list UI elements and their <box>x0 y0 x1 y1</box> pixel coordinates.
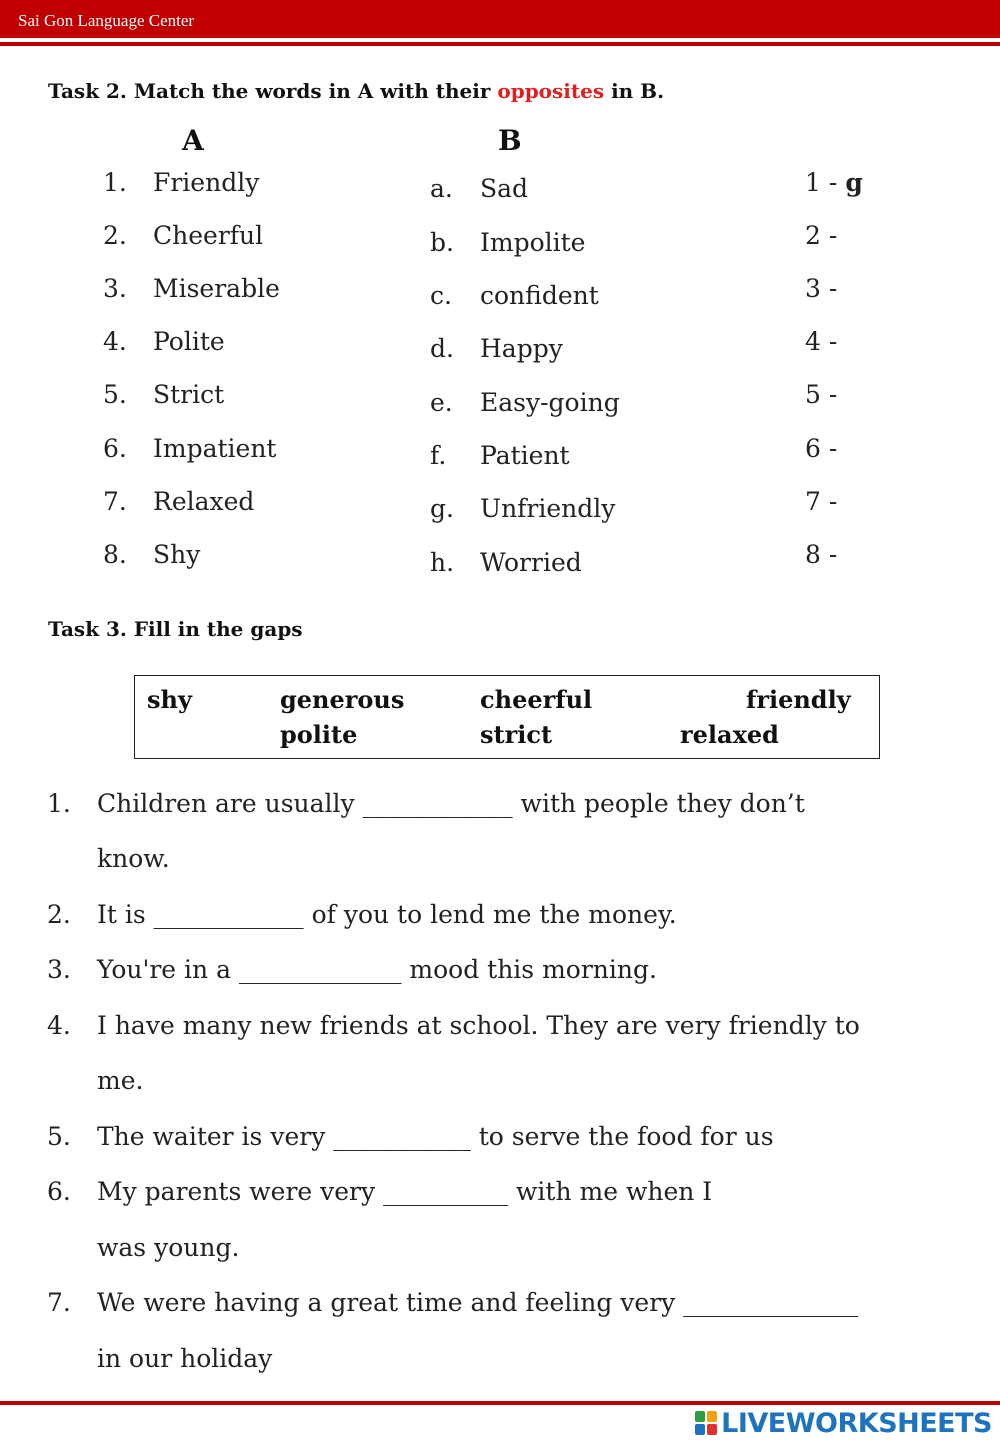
item-word: Friendly <box>153 168 260 197</box>
item-word: Patient <box>480 441 570 470</box>
answer-slot[interactable] <box>805 540 845 569</box>
column-a-item <box>103 221 263 250</box>
bank-word: polite <box>280 720 358 749</box>
item-number: 3. <box>103 274 127 303</box>
item-word: Cheerful <box>153 221 264 250</box>
column-a-item <box>103 487 254 516</box>
column-a-item <box>103 274 280 303</box>
item-word: Shy <box>153 540 201 569</box>
sentence-number: 2. <box>47 900 71 929</box>
task2-title-highlight: opposites <box>497 79 605 103</box>
column-b-item <box>430 334 563 363</box>
column-a-item <box>103 540 200 569</box>
header-divider <box>0 42 1000 46</box>
item-letter: b. <box>430 228 454 257</box>
column-b-heading: B <box>498 124 522 157</box>
item-word: Happy <box>480 334 563 363</box>
sentence-continuation: was young. <box>97 1233 240 1262</box>
answer-label: 3 - <box>805 274 838 303</box>
item-word: Impatient <box>153 434 277 463</box>
item-letter: h. <box>430 548 455 577</box>
sentence-text[interactable]: My parents were very __________ with me when I <box>97 1177 713 1206</box>
sentence-continuation: know. <box>97 844 170 873</box>
column-a-item <box>103 434 276 463</box>
sentence-number: 4. <box>47 1011 71 1040</box>
item-word: Unfriendly <box>480 494 616 523</box>
item-letter: e. <box>430 388 453 417</box>
bank-word: generous <box>280 685 405 714</box>
sentence-continuation: in our holiday <box>97 1344 273 1373</box>
answer-slot[interactable] <box>805 487 845 516</box>
answer-slot[interactable] <box>805 221 845 250</box>
answer-slot[interactable] <box>805 380 845 409</box>
item-letter: a. <box>430 174 453 203</box>
column-a-item <box>103 327 225 356</box>
item-letter: g. <box>430 494 454 523</box>
task2-title-pre: Task 2. Match the words in A with their <box>48 79 498 103</box>
answer-slot[interactable] <box>805 327 845 356</box>
item-word: Impolite <box>480 228 586 257</box>
item-word: Easy-going <box>480 388 620 417</box>
item-word: Relaxed <box>153 487 255 516</box>
sentence-text[interactable]: The waiter is very ___________ to serve the food for us <box>97 1122 774 1151</box>
column-b-item <box>430 441 570 470</box>
item-number: 6. <box>103 434 127 463</box>
item-number: 2. <box>103 221 127 250</box>
task3-title: Task 3. Fill in the gaps <box>48 617 303 641</box>
logo-text: LIVEWORKSHEETS <box>721 1407 992 1439</box>
bank-word: strict <box>480 720 553 749</box>
column-a-item <box>103 380 224 409</box>
item-word: Polite <box>153 327 225 356</box>
answer-label: 2 - <box>805 221 838 250</box>
sentence-text[interactable]: I have many new friends at school. They are very friendly to <box>97 1011 860 1040</box>
column-b-item <box>430 388 620 417</box>
answer-label: 7 - <box>805 487 838 516</box>
answer-label: 4 - <box>805 327 838 356</box>
answer-label: 6 - <box>805 434 838 463</box>
sentence-text[interactable]: Children are usually ____________ with people they don’t <box>97 789 805 818</box>
column-b-item <box>430 548 582 577</box>
sentence-continuation: me. <box>97 1066 144 1095</box>
answer-slot[interactable] <box>805 274 845 303</box>
item-word: confident <box>480 281 599 310</box>
sentence-number: 1. <box>47 789 71 818</box>
sentence-number: 7. <box>47 1288 71 1317</box>
sentence-number: 3. <box>47 955 71 984</box>
bank-word: shy <box>147 685 192 714</box>
sentence-number: 6. <box>47 1177 71 1206</box>
answer-slot[interactable] <box>805 168 863 197</box>
item-number: 1. <box>103 168 127 197</box>
answer-label: 1 - <box>805 168 838 197</box>
sentence-number: 5. <box>47 1122 71 1151</box>
footer-divider <box>0 1401 1000 1405</box>
bank-word: relaxed <box>680 720 779 749</box>
sentence-text[interactable]: We were having a great time and feeling very ______________ <box>97 1288 859 1317</box>
item-number: 7. <box>103 487 127 516</box>
header-bar <box>0 0 1000 38</box>
column-a-item <box>103 168 259 197</box>
column-b-item <box>430 281 599 310</box>
bank-word: friendly <box>746 685 851 714</box>
item-letter: c. <box>430 281 452 310</box>
answer-value[interactable]: g <box>845 168 863 197</box>
item-letter: d. <box>430 334 454 363</box>
item-word: Worried <box>480 548 582 577</box>
task2-title <box>48 79 664 103</box>
center-name: Sai Gon Language Center <box>18 11 195 30</box>
answer-slot[interactable] <box>805 434 845 463</box>
column-b-item <box>430 228 585 257</box>
answer-label: 8 - <box>805 540 838 569</box>
item-word: Miserable <box>153 274 280 303</box>
item-letter: f. <box>430 441 447 470</box>
answer-label: 5 - <box>805 380 838 409</box>
item-word: Strict <box>153 380 225 409</box>
item-number: 5. <box>103 380 127 409</box>
liveworksheets-logo[interactable] <box>695 1406 992 1440</box>
column-b-item <box>430 174 528 203</box>
item-number: 4. <box>103 327 127 356</box>
task2-title-post: in B. <box>604 79 665 103</box>
item-number: 8. <box>103 540 127 569</box>
column-a-heading: A <box>182 124 204 157</box>
word-bank <box>134 675 880 759</box>
sentence-text[interactable]: It is ____________ of you to lend me the money. <box>97 900 677 929</box>
item-word: Sad <box>480 174 529 203</box>
column-b-item <box>430 494 615 523</box>
logo-icon <box>695 1411 717 1435</box>
sentence-text[interactable]: You're in a _____________ mood this morning. <box>97 955 657 984</box>
bank-word: cheerful <box>480 685 593 714</box>
